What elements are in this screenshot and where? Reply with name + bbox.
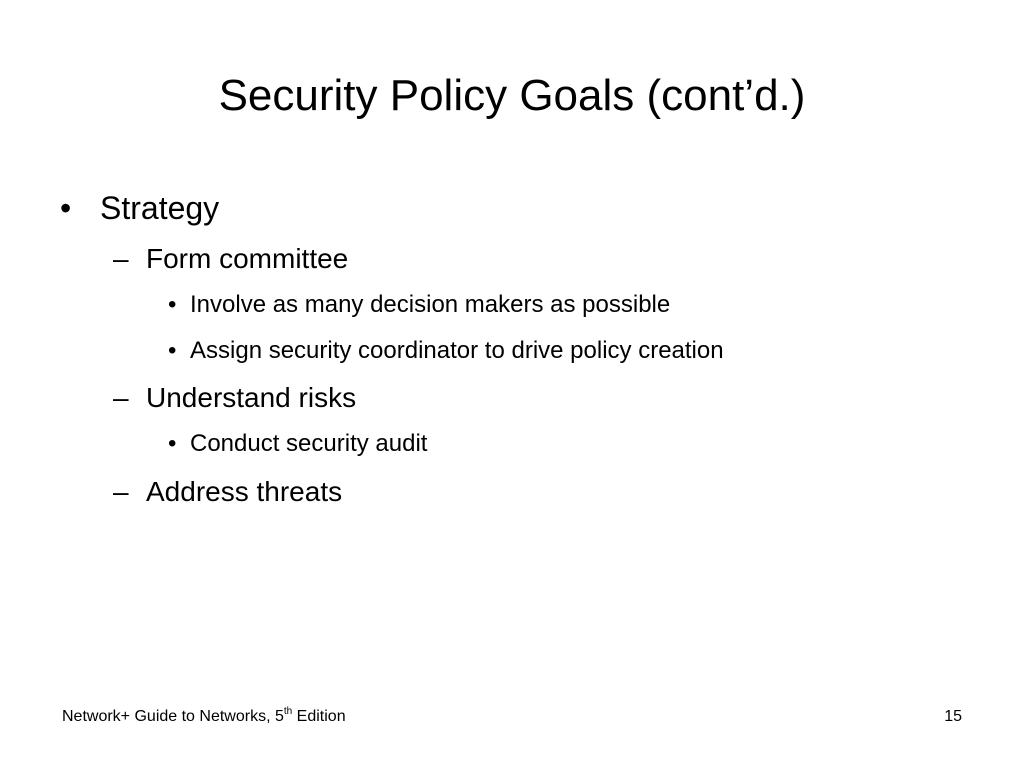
footer-text-before: Network+ Guide to Networks, 5 bbox=[62, 708, 284, 725]
bullet-text: Strategy bbox=[100, 190, 220, 226]
bullet-level1-strategy bbox=[60, 188, 220, 228]
dash-marker: – bbox=[113, 243, 129, 274]
bullet-level3-conduct-audit bbox=[168, 429, 428, 459]
slide-title: Security Policy Goals (cont’d.) bbox=[218, 71, 806, 120]
bullet-level3-involve bbox=[168, 290, 671, 320]
footer-superscript: th bbox=[283, 705, 293, 717]
bullet-marker: • bbox=[168, 430, 177, 457]
page-number: 15 bbox=[944, 708, 962, 725]
bullet-text: Conduct security audit bbox=[190, 430, 428, 457]
bullet-text: Understand risks bbox=[146, 382, 357, 413]
bullet-marker: • bbox=[168, 337, 177, 364]
bullet-level2-understand-risks bbox=[113, 380, 357, 416]
bullet-marker: • bbox=[168, 291, 177, 318]
bullet-level3-assign bbox=[168, 336, 724, 366]
bullet-text: Form committee bbox=[146, 243, 349, 274]
bullet-text: Assign security coordinator to drive policy creation bbox=[190, 337, 724, 364]
bullet-level2-address-threats bbox=[113, 474, 343, 510]
footer-text-after: Edition bbox=[292, 708, 346, 725]
bullet-text: Involve as many decision makers as possible bbox=[190, 291, 671, 318]
dash-marker: – bbox=[113, 382, 129, 413]
bullet-level2-form-committee bbox=[113, 241, 349, 277]
dash-marker: – bbox=[113, 476, 129, 507]
bullet-text: Address threats bbox=[146, 476, 343, 507]
bullet-marker: • bbox=[60, 190, 72, 226]
footer-book-title bbox=[62, 706, 346, 728]
